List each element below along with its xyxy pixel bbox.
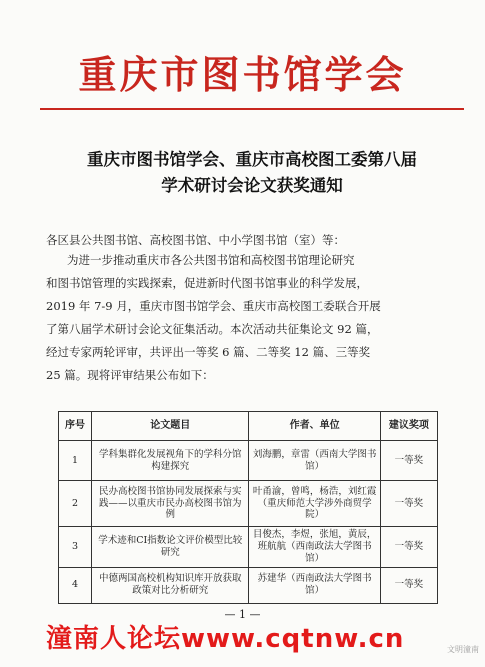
row-no: 2 bbox=[59, 481, 92, 527]
body-line: 和图书馆管理的实践探索，促进新时代图书馆事业的科学发展， bbox=[46, 276, 368, 290]
body-line: 2019 年 7-9 月，重庆市图书馆学会、重庆市高校图工委联合开展 bbox=[46, 299, 381, 313]
notice-title-line-1: 重庆市图书馆学会、重庆市高校图工委第八届 bbox=[87, 150, 417, 169]
table-row bbox=[59, 527, 438, 568]
awards-table bbox=[58, 411, 438, 604]
red-divider bbox=[40, 108, 464, 110]
masthead: 重庆市图书馆学会 bbox=[78, 53, 407, 97]
table-row bbox=[59, 567, 438, 603]
row-award: 一等奖 bbox=[380, 441, 437, 481]
row-award: 一等奖 bbox=[380, 527, 437, 568]
table-row bbox=[59, 441, 438, 481]
row-title: 中德两国高校机构知识库开放获取政策对比分析研究 bbox=[92, 567, 249, 603]
header-author: 作者、单位 bbox=[249, 412, 380, 441]
row-no: 4 bbox=[59, 567, 92, 603]
table-header-row bbox=[59, 412, 438, 441]
row-title: 民办高校图书馆协同发展探索与实践——以重庆市民办高校图书馆为例 bbox=[92, 481, 249, 527]
row-title: 学科集群化发展视角下的学科分馆构建探究 bbox=[92, 441, 249, 481]
body-line: 为进一步推动重庆市各公共图书馆和高校图书馆理论研究 bbox=[67, 253, 355, 267]
row-no: 3 bbox=[59, 527, 92, 568]
site-watermark: 潼南人论坛www.cqtnw.cn bbox=[46, 624, 405, 654]
body-line: 25 篇。现将评审结果公布如下： bbox=[46, 368, 214, 382]
body-line: 了第八届学术研讨会论文征集活动。本次活动共征集论文 92 篇， bbox=[46, 322, 379, 336]
row-author: 叶甬渝，曾鸣，杨浩，刘红霞（重庆师范大学涉外商贸学院） bbox=[249, 481, 380, 527]
page-number: — 1 — bbox=[224, 608, 261, 621]
body-line: 经过专家两轮评审，共评出一等奖 6 篇、二等奖 12 篇、三等奖 bbox=[46, 345, 371, 359]
corner-tag: 文明潼南 bbox=[447, 645, 479, 654]
row-author: 苏建华（西南政法大学图书馆） bbox=[249, 567, 380, 603]
row-award: 一等奖 bbox=[380, 567, 437, 603]
row-author: 目俊杰，李煜，张旭，黄辰，班航航（西南政法大学图书馆） bbox=[249, 527, 380, 568]
row-author: 刘海鹏，章雷（西南大学图书馆） bbox=[249, 441, 380, 481]
notice-title-line-2: 学术研讨会论文获奖通知 bbox=[161, 176, 343, 195]
row-no: 1 bbox=[59, 441, 92, 481]
header-award: 建议奖项 bbox=[380, 412, 437, 441]
salutation: 各区县公共图书馆、高校图书馆、中小学图书馆（室）等： bbox=[46, 233, 345, 247]
header-title: 论文题目 bbox=[92, 412, 249, 441]
header-no: 序号 bbox=[59, 412, 92, 441]
row-title: 学术迹和CI指数论文评价模型比较研究 bbox=[92, 527, 249, 568]
table-row bbox=[59, 481, 438, 527]
row-award: 一等奖 bbox=[380, 481, 437, 527]
